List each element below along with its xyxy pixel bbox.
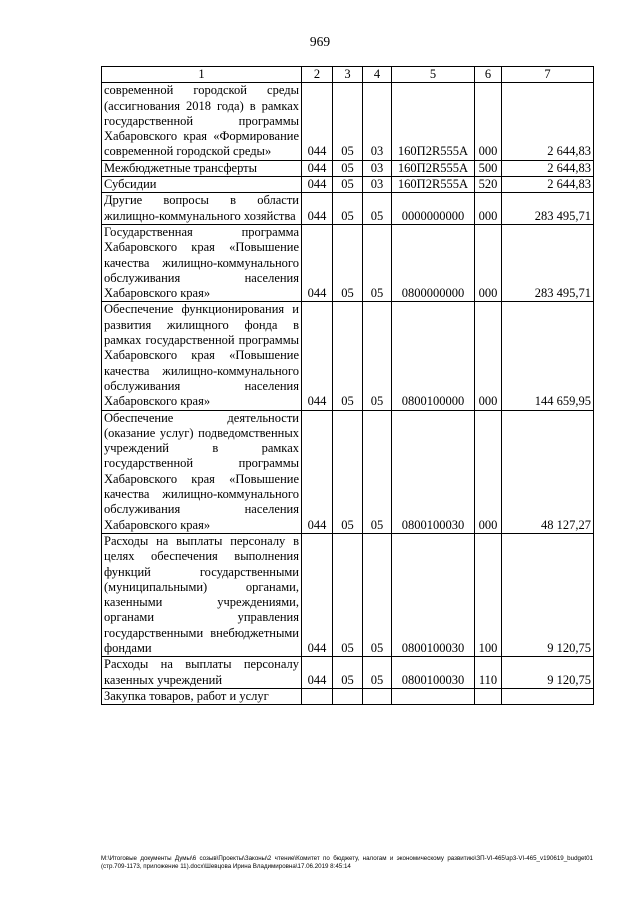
expense-type-code: 100 (475, 533, 502, 656)
budget-table (101, 66, 594, 705)
expense-name: Обеспечение функционирования и развития жилищного фонда в рамках государственной программы Хабаровского края «Повышение качества жилищно-коммунального обслуживания населения Хабаровского края» (102, 302, 302, 410)
section-code: 05 (333, 193, 363, 225)
section-code: 05 (333, 177, 363, 193)
header-col-6: 6 (475, 67, 502, 83)
expense-name: Обеспечение деятельности (оказание услуг) подведомственных учреждений в рамках государственной программы Хабаровского края «Повышение качества жилищно-коммунального обслуживания населения Хабаровского края» (102, 410, 302, 533)
subsection-code: 05 (363, 657, 392, 689)
subsection-code: 05 (363, 224, 392, 301)
target-article-code: 160П2R555А (392, 177, 475, 193)
header-col-1: 1 (102, 67, 302, 83)
subsection-code: 05 (363, 302, 392, 410)
table-row (102, 657, 594, 689)
target-article-code: 0800100030 (392, 657, 475, 689)
target-article-code: 0800100030 (392, 410, 475, 533)
table-row (102, 688, 594, 704)
table-row (102, 160, 594, 176)
amount: 2 644,83 (502, 177, 594, 193)
subsection-code: 05 (363, 410, 392, 533)
expense-name: Межбюджетные трансферты (102, 160, 302, 176)
expense-name: Государственная программа Хабаровского края «Повышение качества жилищно-коммунального обслуживания населения Хабаровского края» (102, 224, 302, 301)
expense-type-code: 500 (475, 160, 502, 176)
amount: 144 659,95 (502, 302, 594, 410)
table-row (102, 193, 594, 225)
subsection-code: 03 (363, 83, 392, 160)
amount (502, 688, 594, 704)
expense-name: Расходы на выплаты персоналу казенных учреждений (102, 657, 302, 689)
expense-type-code: 000 (475, 193, 502, 225)
header-col-4: 4 (363, 67, 392, 83)
target-article-code: 0800100000 (392, 302, 475, 410)
section-code: 05 (333, 533, 363, 656)
table-row (102, 224, 594, 301)
subsection-code: 03 (363, 160, 392, 176)
expense-type-code: 000 (475, 410, 502, 533)
amount: 48 127,27 (502, 410, 594, 533)
subsection-code: 03 (363, 177, 392, 193)
ministry-code: 044 (302, 410, 333, 533)
ministry-code: 044 (302, 160, 333, 176)
amount: 283 495,71 (502, 193, 594, 225)
target-article-code: 160П2R555А (392, 160, 475, 176)
ministry-code: 044 (302, 83, 333, 160)
ministry-code (302, 688, 333, 704)
expense-type-code (475, 688, 502, 704)
target-article-code: 0800000000 (392, 224, 475, 301)
ministry-code: 044 (302, 533, 333, 656)
expense-name: современной городской среды (ассигнования 2018 года) в рамках государственной программы Хабаровского края «Формирование современной городской среды» (102, 83, 302, 160)
section-code: 05 (333, 160, 363, 176)
target-article-code: 0000000000 (392, 193, 475, 225)
ministry-code: 044 (302, 657, 333, 689)
ministry-code: 044 (302, 224, 333, 301)
section-code: 05 (333, 410, 363, 533)
header-col-2: 2 (302, 67, 333, 83)
target-article-code: 160П2R555А (392, 83, 475, 160)
header-row (102, 67, 594, 83)
subsection-code (363, 688, 392, 704)
expense-name: Субсидии (102, 177, 302, 193)
section-code (333, 688, 363, 704)
header-col-5: 5 (392, 67, 475, 83)
amount: 9 120,75 (502, 657, 594, 689)
ministry-code: 044 (302, 177, 333, 193)
header-col-3: 3 (333, 67, 363, 83)
ministry-code: 044 (302, 193, 333, 225)
section-code: 05 (333, 657, 363, 689)
table-row (102, 533, 594, 656)
table-row (102, 410, 594, 533)
table-row (102, 302, 594, 410)
amount: 2 644,83 (502, 160, 594, 176)
file-path-footer: M:\Итоговые документы Думы\6 созыв\Проекты\Законы\2 чтение\Комитет по бюджету, налогам и экономическому развитию\ЗП-VI-465\зр3-VI-465_v190619_budget01 (стр.709-1173, приложение 11).docx\Шевцова Ирина Владимировна\17.06.2019 8:45:14 (101, 855, 593, 870)
section-code: 05 (333, 224, 363, 301)
amount: 2 644,83 (502, 83, 594, 160)
expense-type-code: 520 (475, 177, 502, 193)
subsection-code: 05 (363, 533, 392, 656)
header-col-7: 7 (502, 67, 594, 83)
table-row (102, 177, 594, 193)
expense-name: Расходы на выплаты персоналу в целях обеспечения выполнения функций государственными (муниципальными) органами, казенными учреждениями, органами управления государственными внебюджетными фондами (102, 533, 302, 656)
expense-name: Другие вопросы в области жилищно-коммунального хозяйства (102, 193, 302, 225)
amount: 9 120,75 (502, 533, 594, 656)
target-article-code: 0800100030 (392, 533, 475, 656)
expense-type-code: 110 (475, 657, 502, 689)
table-row (102, 83, 594, 160)
expense-type-code: 000 (475, 83, 502, 160)
subsection-code: 05 (363, 193, 392, 225)
section-code: 05 (333, 302, 363, 410)
ministry-code: 044 (302, 302, 333, 410)
expense-type-code: 000 (475, 224, 502, 301)
target-article-code (392, 688, 475, 704)
page-number: 969 (309, 34, 331, 49)
expense-name: Закупка товаров, работ и услуг (102, 688, 302, 704)
amount: 283 495,71 (502, 224, 594, 301)
expense-type-code: 000 (475, 302, 502, 410)
section-code: 05 (333, 83, 363, 160)
